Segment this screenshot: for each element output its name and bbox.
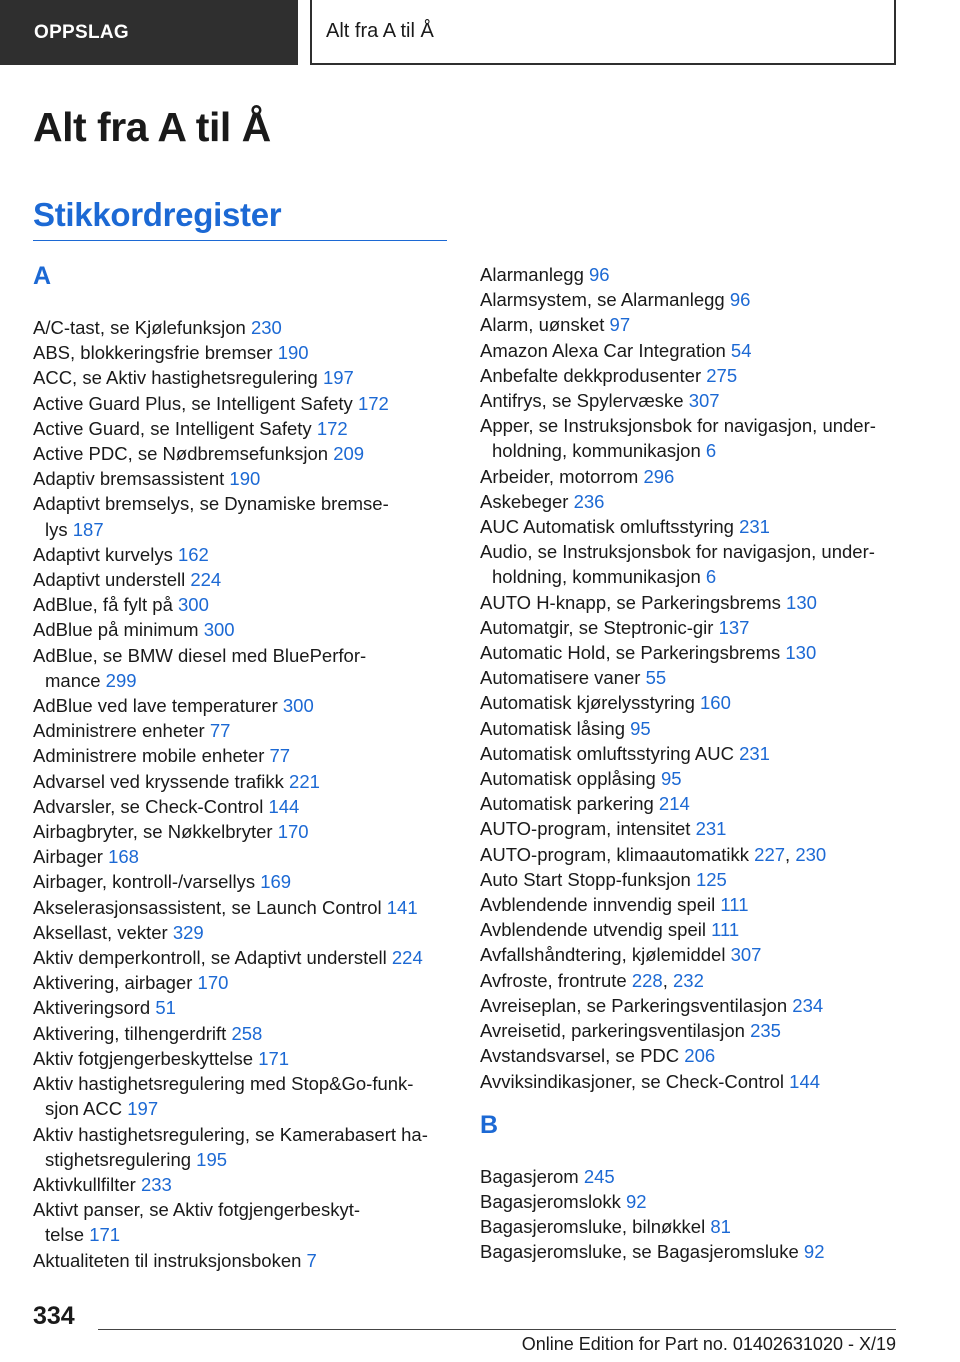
page-reference-link[interactable]: 171 — [89, 1224, 121, 1246]
page-reference-link[interactable]: 190 — [229, 468, 261, 490]
page-reference-link[interactable]: 300 — [282, 695, 314, 717]
index-entry — [480, 287, 900, 312]
index-entry-term: Aktivkullfilter — [33, 1173, 136, 1195]
page-reference-link[interactable]: 77 — [269, 745, 291, 767]
index-entry — [33, 869, 453, 894]
index-entry-term: Administrere mobile enheter — [33, 745, 265, 767]
index-entry-term: AUC Automatisk omluftsstyring — [480, 516, 734, 538]
page-reference-link[interactable]: 144 — [268, 795, 300, 817]
index-entry — [33, 1172, 453, 1197]
index-entry: Avfroste, frontrute 228, 232 — [480, 969, 704, 991]
page-reference-link[interactable]: 231 — [695, 818, 727, 840]
index-entry-term: Arbeider, motorrom — [480, 465, 639, 487]
index-entry — [33, 365, 453, 390]
page-reference-link[interactable]: 232 — [673, 969, 704, 991]
page-reference-link[interactable]: 6 — [705, 440, 717, 462]
index-entry — [480, 388, 900, 413]
index-entry-term: AUTO H-knapp, se Parkeringsbrems — [480, 591, 781, 613]
index-entry — [480, 867, 900, 892]
page-reference-link[interactable]: 300 — [203, 619, 235, 641]
index-entry — [480, 1239, 900, 1264]
index-entry — [33, 769, 453, 794]
page-reference-link[interactable]: 95 — [630, 717, 651, 739]
index-entry-term: Avreiseplan, se Parkeringsventilasjon — [480, 994, 788, 1016]
section-tab — [0, 0, 298, 65]
page-reference-link[interactable]: 168 — [108, 846, 139, 868]
index-entry-term: stighetsregulering — [45, 1148, 192, 1170]
index-entry-term: Automatgir, se Steptronic-gir — [480, 616, 714, 638]
index-entry — [480, 1189, 900, 1214]
index-entry-term: Audio, se Instruksjonsbok for navigasjon, under- — [480, 541, 875, 563]
page-reference-link[interactable]: 97 — [609, 314, 631, 336]
page-reference-link[interactable]: 209 — [333, 443, 365, 465]
index-entry-term: AdBlue på minimum — [33, 619, 199, 641]
index-entry — [480, 942, 900, 967]
index-entry-term: Aktivering, airbager — [33, 972, 193, 994]
index-entry-term: Avblendende utvendig speil — [480, 919, 706, 941]
index-entry — [480, 917, 900, 942]
index-entry — [480, 993, 900, 1018]
index-entry-term: Avfroste, frontrute — [480, 969, 627, 991]
page-reference-link[interactable]: 51 — [155, 997, 176, 1019]
index-entry — [480, 1018, 900, 1043]
page-reference-link[interactable]: 172 — [357, 392, 389, 414]
index-entry — [33, 391, 453, 416]
page-reference-link[interactable]: 187 — [72, 518, 104, 540]
index-entry-term: Alarm, uønsket — [480, 314, 605, 336]
page-reference-link[interactable]: 300 — [178, 594, 209, 616]
page-reference-link[interactable]: 296 — [643, 465, 675, 487]
page-reference-link[interactable]: 230 — [795, 843, 827, 865]
index-entry — [480, 640, 900, 665]
index-entry — [33, 466, 453, 491]
index-entry — [33, 567, 453, 592]
index-entry — [480, 665, 900, 690]
page-reference-link[interactable]: 224 — [391, 947, 423, 969]
index-entry-term: Automatic Hold, se Parkeringsbrems — [480, 642, 781, 664]
page-reference-link[interactable]: 197 — [127, 1098, 159, 1120]
page-reference-link[interactable]: 162 — [177, 543, 209, 565]
index-entry-term: Auto Start Stopp-funksjon — [480, 868, 691, 890]
index-entry — [480, 413, 900, 463]
page-reference-link[interactable]: 77 — [209, 720, 231, 742]
index-entry — [33, 617, 453, 642]
index-entry — [33, 416, 453, 441]
index-entry-term: Alarmanlegg — [480, 264, 584, 285]
index-column-right — [480, 262, 900, 1265]
page-reference-link[interactable]: 190 — [277, 342, 309, 364]
index-entry — [480, 791, 900, 816]
index-entry-term: Administrere enheter — [33, 720, 205, 742]
page-reference-link[interactable]: 96 — [589, 264, 610, 285]
index-entry — [33, 1021, 453, 1046]
index-entry — [33, 491, 453, 541]
page-reference-link[interactable]: 231 — [739, 742, 770, 764]
index-entry — [480, 892, 900, 917]
index-entry-term: holdning, kommunikasjon — [492, 440, 701, 462]
index-entry-term: Advarsel ved kryssende trafikk — [33, 770, 284, 792]
page-reference-link[interactable]: 245 — [583, 1165, 615, 1187]
index-entry — [33, 718, 453, 743]
index-entry — [480, 716, 900, 741]
index-entry-term: Avstandsvarsel, se PDC — [480, 1045, 680, 1067]
page-reference-link[interactable]: 230 — [250, 317, 282, 338]
page-reference-link[interactable]: 224 — [190, 569, 222, 591]
page-reference-link[interactable]: 307 — [730, 944, 762, 966]
index-entry-term: Amazon Alexa Car Integration — [480, 339, 726, 361]
index-entry-term: telse — [45, 1224, 85, 1246]
index-entry — [33, 340, 453, 365]
index-entry-term: Aktiveringsord — [33, 997, 151, 1019]
index-entry-term: holdning, kommunikasjon — [492, 566, 701, 588]
page-reference-link[interactable]: 7 — [306, 1249, 317, 1271]
index-entry-term: Adaptivt bremselys, se Dynamiske bremse- — [33, 493, 389, 515]
index-entry — [480, 590, 900, 615]
index-entry-term: Active Guard Plus, se Intelligent Safety — [33, 392, 353, 414]
index-entry — [33, 1197, 453, 1247]
index-entry-term: AdBlue ved lave temperaturer — [33, 695, 278, 717]
index-entry — [480, 489, 900, 514]
index-entry — [480, 464, 900, 489]
index-entry-term: Advarsler, se Check-Control — [33, 795, 264, 817]
index-entry-term: Airbagbryter, se Nøkkelbryter — [33, 821, 273, 843]
page-reference-link[interactable]: 172 — [316, 417, 348, 439]
index-letter-b: B — [480, 1110, 499, 1139]
page-reference-link[interactable]: 227 — [754, 843, 786, 865]
page-reference-link[interactable]: 137 — [718, 616, 750, 638]
index-entry-term: Aktivering, tilhengerdrift — [33, 1022, 227, 1044]
footer-edition: Online Edition for Part no. 01402631020 - X/19 — [521, 1334, 896, 1354]
index-entry-term: Bagasjeromslokk — [480, 1190, 621, 1212]
index-entry-term: Adaptiv bremsassistent — [33, 468, 225, 490]
page-reference-link[interactable]: 160 — [700, 692, 731, 714]
page-reference-link[interactable]: 170 — [197, 972, 229, 994]
page-reference-link[interactable]: 55 — [645, 667, 667, 689]
index-list-a-right — [480, 262, 900, 1094]
page-reference-link[interactable]: 95 — [661, 768, 682, 790]
index-entry — [33, 542, 453, 567]
index-entry — [33, 1071, 453, 1121]
index-entry-term: ABS, blokkeringsfrie bremser — [33, 342, 273, 364]
index-entry — [480, 766, 900, 791]
index-entry-term: Antifrys, se Spylervæske — [480, 390, 684, 412]
page-reference-link[interactable]: 235 — [750, 1020, 781, 1042]
index-entry — [480, 1043, 900, 1068]
index-entry-term: A/C-tast, se Kjølefunksjon — [33, 317, 246, 338]
index-entry-term: AdBlue, se BMW diesel med BluePerfor- — [33, 644, 367, 666]
index-list-a-left — [33, 315, 453, 1273]
index-entry — [33, 693, 453, 718]
index-entry — [33, 743, 453, 768]
footer-divider — [98, 1329, 896, 1330]
index-entry: AUTO-program, klimaautomatikk 227, 230 — [480, 843, 827, 865]
index-entry — [480, 539, 900, 589]
page-reference-link[interactable]: 231 — [739, 516, 770, 538]
page-reference-link[interactable]: 258 — [231, 1022, 263, 1044]
index-entry-term: sjon ACC — [45, 1098, 123, 1120]
index-entry — [480, 363, 900, 388]
page-reference-link[interactable]: 6 — [705, 566, 717, 588]
index-entry-term: Bagasjeromsluke, bilnøkkel — [480, 1216, 706, 1238]
index-entry-term: Aktiv hastighetsregulering med Stop&Go-funk- — [33, 1073, 414, 1095]
index-entry — [33, 920, 453, 945]
index-entry-term: Active PDC, se Nødbremsefunksjon — [33, 443, 329, 465]
index-entry-term: Adaptivt understell — [33, 569, 186, 591]
page-reference-link[interactable]: 197 — [322, 367, 354, 389]
index-letter-a: A — [33, 262, 52, 290]
index-entry — [33, 995, 453, 1020]
page-reference-link[interactable]: 81 — [710, 1216, 731, 1238]
index-entry — [33, 895, 453, 920]
page-reference-link[interactable]: 195 — [196, 1148, 228, 1170]
page-reference-link[interactable]: 171 — [258, 1047, 290, 1069]
page-reference-link[interactable]: 299 — [105, 669, 137, 691]
index-entry-term: Bagasjerom — [480, 1165, 579, 1187]
page-reference-link[interactable]: 92 — [803, 1241, 825, 1263]
page-reference-link[interactable]: 130 — [786, 591, 817, 613]
index-entry — [480, 312, 900, 337]
index-entry — [480, 1214, 900, 1239]
page-reference-link[interactable]: 206 — [684, 1045, 716, 1067]
index-entry — [33, 945, 453, 970]
page-reference-link[interactable]: 234 — [792, 994, 824, 1016]
index-entry — [33, 1046, 453, 1071]
page-reference-link[interactable]: 130 — [785, 642, 817, 664]
chapter-header — [310, 0, 896, 65]
index-entry — [480, 514, 900, 539]
index-entry-term: Automatisere vaner — [480, 667, 641, 689]
index-entry — [480, 338, 900, 363]
index-entry — [33, 794, 453, 819]
index-entry — [33, 844, 453, 869]
index-entry-term: Automatisk parkering — [480, 793, 654, 815]
index-entry — [33, 1122, 453, 1172]
index-entry-term: Avblendende innvendig speil — [480, 894, 716, 916]
page-reference-link[interactable]: 54 — [730, 339, 752, 361]
index-entry-term: Anbefalte dekkprodusenter — [480, 364, 702, 386]
page-reference-link[interactable]: 329 — [172, 921, 204, 943]
index-entry-term: Adaptivt kurvelys — [33, 543, 173, 565]
page-reference-link[interactable]: 92 — [626, 1190, 647, 1212]
index-entry-term: Airbager, kontroll-/varsellys — [33, 871, 256, 893]
page-reference-link[interactable]: 111 — [711, 919, 740, 941]
index-entry-term: Aktivt panser, se Aktiv fotgjengerbeskyt- — [33, 1199, 360, 1221]
index-entry-term: Avfallshåndtering, kjølemiddel — [480, 944, 726, 966]
index-entry-term: Aktiv demperkontroll, se Adaptivt understell — [33, 947, 387, 969]
index-entry-term: mance — [45, 669, 101, 691]
index-entry-term: Automatisk opplåsing — [480, 768, 656, 790]
page-reference-link[interactable]: 125 — [695, 868, 727, 890]
section-title: Stikkordregister — [33, 196, 282, 233]
index-entry-term: Automatisk låsing — [480, 717, 625, 739]
index-entry-term: Avviksindikasjoner, se Check-Control — [480, 1070, 785, 1092]
index-entry-term: Active Guard, se Intelligent Safety — [33, 417, 312, 439]
page-reference-link[interactable]: 221 — [289, 770, 320, 792]
page-reference-link[interactable]: 111 — [720, 894, 749, 916]
index-entry — [33, 441, 453, 466]
index-list-b — [480, 1164, 900, 1265]
index-entry — [480, 741, 900, 766]
index-entry-term: Automatisk kjørelysstyring — [480, 692, 695, 714]
index-entry-term: Akselerasjonsassistent, se Launch Control — [33, 896, 382, 918]
index-entry-term: Bagasjeromsluke, se Bagasjeromsluke — [480, 1241, 799, 1263]
index-entry — [33, 643, 453, 693]
index-entry-term: Apper, se Instruksjonsbok for navigasjon, under- — [480, 415, 876, 437]
section-tab-label: OPPSLAG — [34, 21, 130, 43]
page-reference-link[interactable]: 233 — [140, 1173, 172, 1195]
index-entry — [33, 1248, 453, 1273]
index-entry — [480, 1069, 900, 1094]
index-entry — [480, 615, 900, 640]
index-column-left — [33, 262, 453, 1273]
page-number: 334 — [33, 1302, 75, 1330]
page-reference-link[interactable]: 144 — [789, 1070, 821, 1092]
index-entry-term: Aktualiteten til instruksjonsboken — [33, 1249, 302, 1271]
page-reference-link[interactable]: 169 — [260, 871, 292, 893]
page-reference-link[interactable]: 307 — [688, 390, 720, 412]
chapter-header-label: Alt fra A til Å — [326, 20, 434, 42]
page-reference-link[interactable]: 214 — [658, 793, 690, 815]
index-entry-term: Askebeger — [480, 490, 569, 512]
index-entry-term: Automatisk omluftsstyring AUC — [480, 742, 734, 764]
index-entry — [33, 592, 453, 617]
index-entry — [480, 816, 900, 841]
index-entry — [480, 690, 900, 715]
index-entry-term: Alarmsystem, se Alarmanlegg — [480, 289, 725, 311]
page-reference-link[interactable]: 170 — [277, 821, 309, 843]
page-reference-link[interactable]: 275 — [706, 364, 738, 386]
page-reference-link[interactable]: 236 — [573, 490, 605, 512]
index-entry-term: AUTO-program, klimaautomatikk — [480, 843, 750, 865]
index-entry — [33, 315, 453, 340]
section-divider — [33, 240, 447, 241]
page-title: Alt fra A til Å — [33, 104, 271, 150]
index-entry — [33, 970, 453, 995]
index-entry — [480, 1164, 900, 1189]
index-entry-term: AUTO-program, intensitet — [480, 818, 691, 840]
index-entry-term: AdBlue, få fylt på — [33, 594, 173, 616]
page-reference-link[interactable]: 96 — [729, 289, 751, 311]
page-reference-link[interactable]: 228 — [631, 969, 663, 991]
index-entry — [33, 819, 453, 844]
index-entry — [480, 262, 900, 287]
index-entry-term: Aktiv fotgjengerbeskyttelse — [33, 1047, 254, 1069]
index-entry-term: Avreisetid, parkeringsventilasjon — [480, 1020, 745, 1042]
index-entry-term: lys — [45, 518, 68, 540]
page-reference-link[interactable]: 141 — [386, 896, 418, 918]
index-entry-term: Aktiv hastighetsregulering, se Kamerabasert ha- — [33, 1123, 428, 1145]
index-entry-term: ACC, se Aktiv hastighetsregulering — [33, 367, 318, 389]
index-entry-term: Airbager — [33, 846, 103, 868]
index-entry-term: Aksellast, vekter — [33, 921, 168, 943]
